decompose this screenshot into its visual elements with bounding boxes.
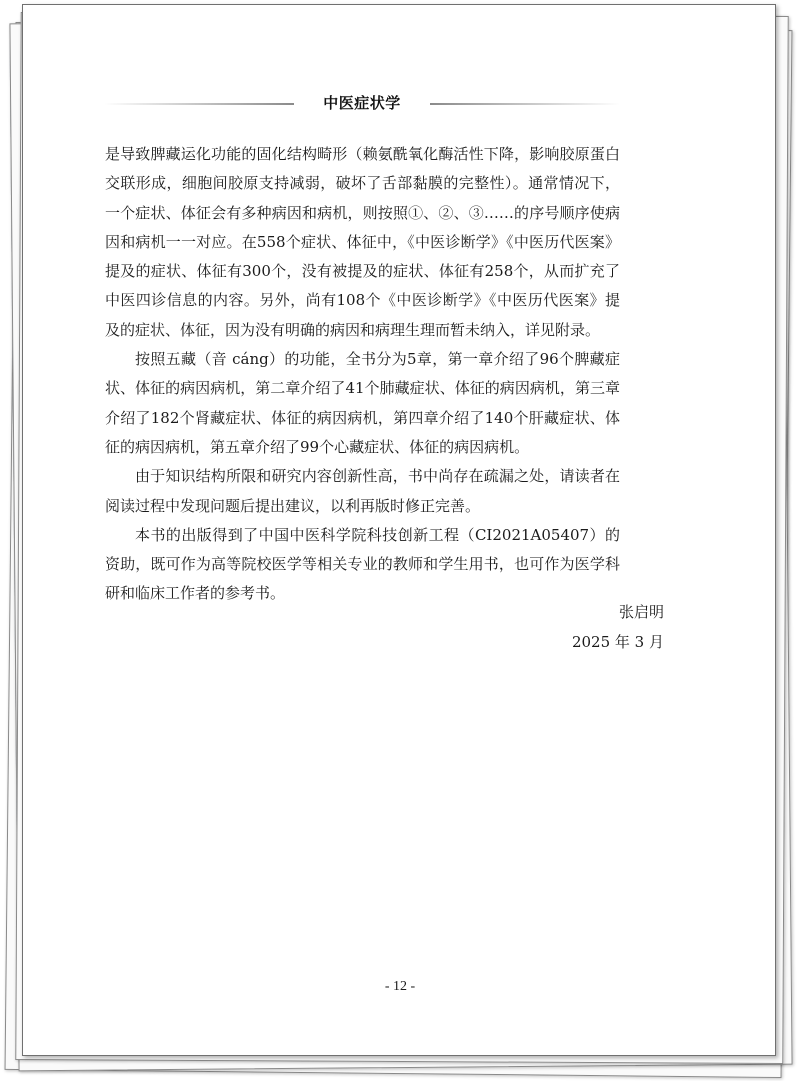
author-name: 张启明	[618, 603, 664, 621]
signature-block	[572, 597, 664, 657]
page-number: - 12 -	[384, 979, 416, 994]
paragraph: 按照五藏（音 cáng）的功能，全书分为5章，第一章介绍了96个脾藏症状、体征的病因病机，第二章介绍了41个肺藏症状、体征的病因病机，第三章介绍了182个肾藏症状、体征的病因病机，第四章介绍了140个肝藏症状、体征的病因病机，第五章介绍了99个心藏症状、体征的病因病机。	[105, 350, 620, 456]
header-title: 中医症状学	[323, 94, 401, 112]
header-rule-right	[430, 103, 620, 105]
body-text	[105, 140, 620, 609]
paragraph: 由于知识结构所限和研究内容创新性高，书中尚存在疏漏之处，请读者在阅读过程中发现问题后提出建议，以利再版时修正完善。	[105, 467, 620, 515]
paragraph: 是导致脾藏运化功能的固化结构畸形（赖氨酰氧化酶活性下降，影响胶原蛋白交联形成，细胞间胶原支持减弱，破坏了舌部黏膜的完整性）。通常情况下，一个症状、体征会有多种病因和病机，则按照①、②、③……的序号顺序使病因和病机一一对应。在558个症状、体征中，《中医诊断学》《中医历代医案》提及的症状、体征有300个，没有被提及的症状、体征有258个，从而扩充了中医四诊信息的内容。另外，尚有108个《中医诊断学》《中医历代医案》提及的症状、体征，因为没有明确的病因和病理生理而暂未纳入，详见附录。	[105, 145, 620, 339]
signature-date: 2025 年 3 月	[571, 633, 664, 651]
paragraph: 本书的出版得到了中国中医科学院科技创新工程（CI2021A05407）的资助，既可作为高等院校医学等相关专业的教师和学生用书，也可作为医学科研和临床工作者的参考书。	[105, 525, 620, 603]
running-header	[104, 90, 620, 114]
